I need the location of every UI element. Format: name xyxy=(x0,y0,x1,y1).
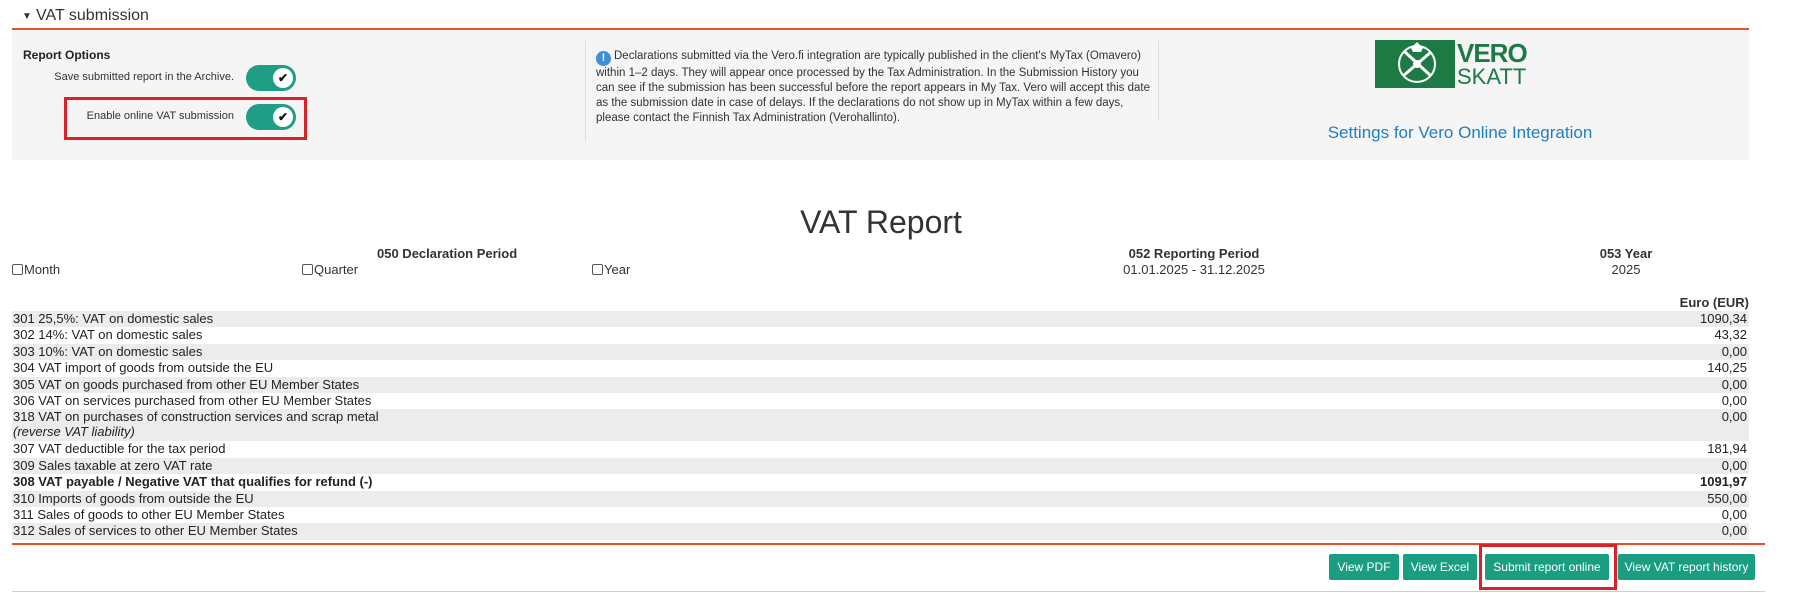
table-row xyxy=(12,377,1749,393)
report-options-heading: Report Options xyxy=(23,48,111,62)
check-icon: ✔ xyxy=(273,107,293,127)
divider xyxy=(585,41,586,141)
table-row xyxy=(12,523,1749,539)
section-header[interactable] xyxy=(12,4,1749,30)
row-sublabel: (reverse VAT liability) xyxy=(13,424,135,440)
info-text: Declarations submitted via the Vero.fi integration are typically published in the client's MyTax (Omavero) within 1–2 days. They will appear once processed by the Tax Administration. In the Submission History you can see if the submission has been successful before the report appears in My Tax. Vero will accept this date as the submission date in case of delays. If the declarations do not show up in MyTax within a few days, please contact the Finnish Tax Administration (Verohallinto). xyxy=(596,50,1151,124)
row-label: 309 Sales taxable at zero VAT rate xyxy=(13,457,213,473)
divider xyxy=(12,591,1765,592)
quarter-checkbox-item[interactable] xyxy=(302,262,358,277)
view-pdf-button[interactable]: View PDF xyxy=(1329,554,1399,580)
row-value: 0,00 xyxy=(1721,506,1747,522)
online-submission-toggle-row xyxy=(12,104,296,130)
report-options-panel xyxy=(12,31,1749,160)
archive-toggle[interactable] xyxy=(246,65,296,91)
year-checkbox-item[interactable] xyxy=(592,262,630,277)
table-row xyxy=(12,327,1749,343)
logo-text-skatt: SKATT xyxy=(1457,64,1527,89)
logo-text-vero: VERO xyxy=(1457,38,1527,68)
row-label: 308 VAT payable / Negative VAT that qualifies for refund (-) xyxy=(13,474,373,490)
quarter-checkbox[interactable] xyxy=(302,264,313,275)
row-label: 307 VAT deductible for the tax period xyxy=(13,441,226,457)
row-label: 303 10%: VAT on domestic sales xyxy=(13,343,203,359)
info-notice xyxy=(596,49,1156,126)
report-title: VAT Report xyxy=(800,204,962,240)
row-value: 140,25 xyxy=(1707,360,1747,376)
row-value: 1090,34 xyxy=(1700,311,1747,326)
year-checkbox-label: Year xyxy=(604,262,631,277)
row-value: 0,00 xyxy=(1721,409,1747,425)
row-value: 181,94 xyxy=(1707,441,1747,457)
table-row xyxy=(12,393,1749,409)
row-value: 550,00 xyxy=(1707,490,1747,506)
section-title: VAT submission xyxy=(36,7,149,24)
table-row xyxy=(12,409,1749,441)
row-label: 318 VAT on purchases of construction services and scrap metal xyxy=(13,409,379,425)
row-value: 0,00 xyxy=(1721,523,1747,539)
info-icon: ! xyxy=(596,51,611,66)
archive-toggle-row xyxy=(12,65,296,91)
table-row xyxy=(12,311,1749,327)
table-row xyxy=(12,344,1749,360)
row-value: 0,00 xyxy=(1721,392,1747,408)
row-value: 0,00 xyxy=(1721,376,1747,392)
declaration-period-label: 050 Declaration Period xyxy=(377,246,518,261)
month-checkbox-label: Month xyxy=(24,262,61,277)
row-label: 301 25,5%: VAT on domestic sales xyxy=(13,311,214,326)
vat-report-table xyxy=(12,311,1749,540)
row-label: 312 Sales of services to other EU Member States xyxy=(13,523,298,539)
year-label: 053 Year xyxy=(1599,246,1653,261)
table-row xyxy=(12,491,1749,507)
table-row xyxy=(12,441,1749,457)
table-row xyxy=(12,360,1749,376)
row-value: 0,00 xyxy=(1721,343,1747,359)
row-label: 310 Imports of goods from outside the EU xyxy=(13,490,254,506)
year-value: 2025 xyxy=(1611,262,1641,277)
view-excel-button[interactable]: View Excel xyxy=(1403,554,1477,580)
archive-toggle-label: Save submitted report in the Archive. xyxy=(54,71,234,83)
vero-skatt-logo xyxy=(1375,40,1525,88)
online-submission-toggle[interactable] xyxy=(246,104,296,130)
online-submission-toggle-label: Enable online VAT submission xyxy=(86,110,234,122)
divider xyxy=(1158,41,1159,121)
row-value: 1091,97 xyxy=(1700,474,1747,490)
row-value: 0,00 xyxy=(1721,457,1747,473)
row-label: 302 14%: VAT on domestic sales xyxy=(13,327,203,343)
currency-label: Euro (EUR) xyxy=(1679,295,1749,310)
row-label: 305 VAT on goods purchased from other EU Member States xyxy=(13,376,360,392)
triangle-down-icon[interactable]: ▼ xyxy=(22,11,32,22)
month-checkbox[interactable] xyxy=(12,264,23,275)
table-row xyxy=(12,474,1749,490)
month-checkbox-item[interactable] xyxy=(12,262,60,277)
year-checkbox[interactable] xyxy=(592,264,603,275)
submit-report-online-button[interactable]: Submit report online xyxy=(1485,554,1609,580)
vero-settings-link[interactable]: Settings for Vero Online Integration xyxy=(1327,123,1593,142)
table-row xyxy=(12,507,1749,523)
check-icon: ✔ xyxy=(273,68,293,88)
view-vat-report-history-button[interactable]: View VAT report history xyxy=(1618,554,1755,580)
row-value: 43,32 xyxy=(1714,327,1747,343)
row-label: 311 Sales of goods to other EU Member States xyxy=(13,506,285,522)
row-label: 304 VAT import of goods from outside the EU xyxy=(13,360,274,376)
row-label: 306 VAT on services purchased from other EU Member States xyxy=(13,392,372,408)
quarter-checkbox-label: Quarter xyxy=(314,262,359,277)
reporting-period-label: 052 Reporting Period xyxy=(1128,246,1260,261)
reporting-period-value: 01.01.2025 - 31.12.2025 xyxy=(1123,262,1265,277)
table-row xyxy=(12,458,1749,474)
